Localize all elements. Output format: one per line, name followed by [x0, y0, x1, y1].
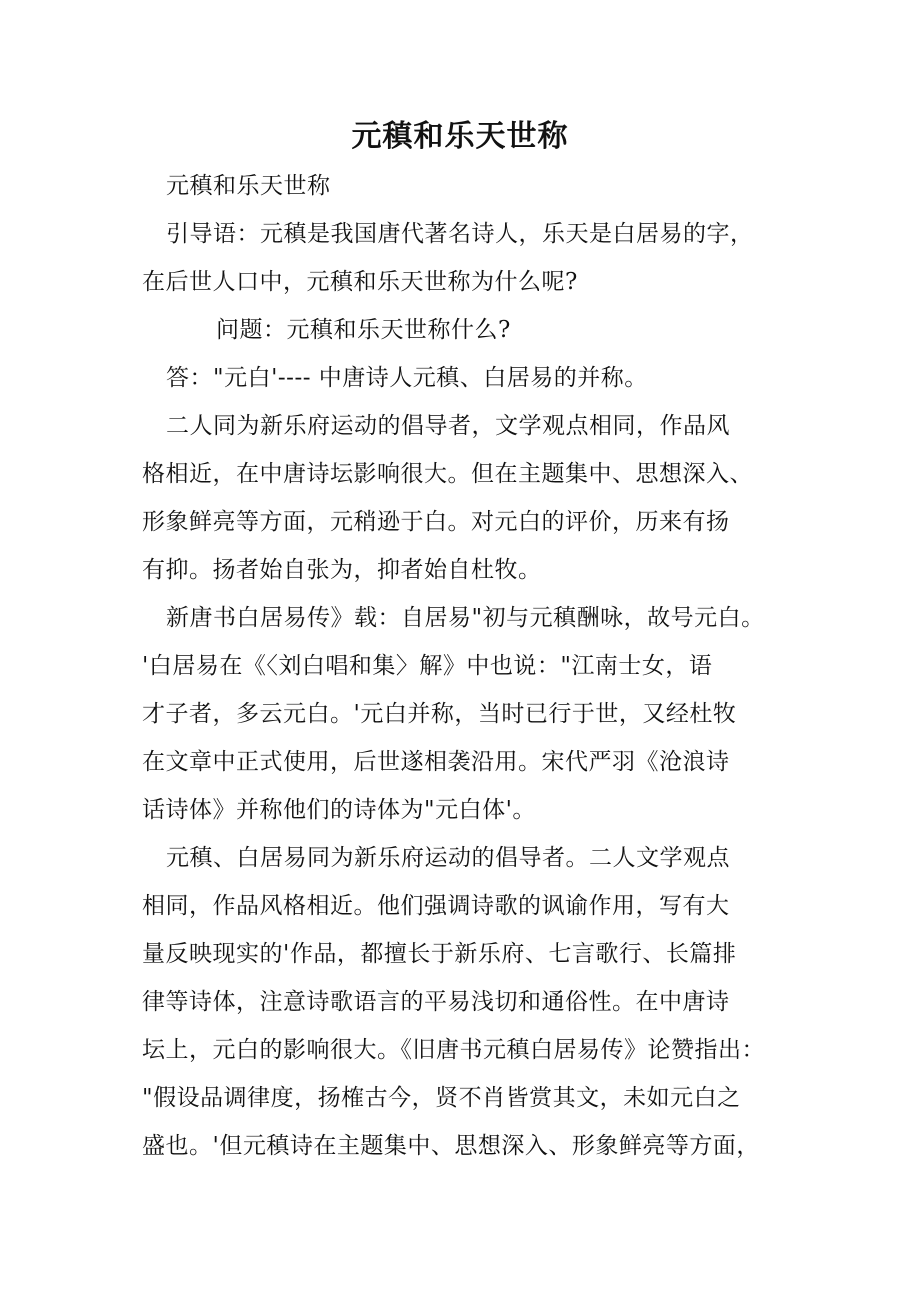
intro-line-1: 引导语：元稹是我国唐代著名诗人，乐天是白居易的字，: [166, 221, 754, 247]
paragraph-3-line-1: 元稹、白居易同为新乐府运动的倡导者。二人文学观点: [166, 845, 730, 871]
paragraph-2-line-1: 新唐书白居易传》载：自居易"初与元稹酬咏，故号元白。: [166, 605, 765, 631]
paragraph-1-line-1: 二人同为新乐府运动的倡导者，文学观点相同，作品风: [166, 413, 730, 439]
answer-line: 答："元白'---- 中唐诗人元稹、白居易的并称。: [166, 365, 648, 391]
paragraph-3-line-7: 盛也。'但元稹诗在主题集中、思想深入、形象鲜亮等方面，: [142, 1133, 760, 1159]
paragraph-2-line-4: 在文章中正式使用，后世遂相袭沿用。宋代严羽《沧浪诗: [142, 749, 730, 775]
intro-line-2: 在后世人口中，元稹和乐天世称为什么呢?: [142, 269, 578, 295]
paragraph-1-line-2: 格相近，在中唐诗坛影响很大。但在主题集中、思想深入、: [142, 461, 753, 487]
paragraph-3-line-3: 量反映现实的'作品，都擅长于新乐府、七言歌行、长篇排: [142, 941, 737, 967]
document-body: [142, 162, 792, 1170]
question-line: 问题：元稹和乐天世称什么?: [216, 317, 511, 343]
paragraph-3-line-6: "假设品调律度，扬榷古今，贤不肖皆赏其文，未如元白之: [142, 1085, 741, 1111]
paragraph-3-line-5: 坛上，元白的影响很大。《旧唐书元稹白居易传》论赞指出：: [142, 1037, 765, 1063]
paragraph-3-line-2: 相同，作品风格相近。他们强调诗歌的讽谕作用，写有大: [142, 893, 730, 919]
document-title: 元稹和乐天世称: [351, 119, 569, 154]
paragraph-1-line-4: 有抑。扬者始自张为，抑者始自杜牧。: [142, 557, 542, 583]
paragraph-2-line-2: '白居易在《〈刘白唱和集〉解》中也说："江南士女，语: [142, 653, 713, 679]
paragraph-3-line-4: 律等诗体，注意诗歌语言的平易浅切和通俗性。在中唐诗: [142, 989, 730, 1015]
paragraph-2-line-5: 话诗体》并称他们的诗体为"元白体'。: [142, 797, 536, 823]
subtitle-line: 元稹和乐天世称: [166, 173, 331, 199]
paragraph-1-line-3: 形象鲜亮等方面，元稍逊于白。对元白的评价，历来有扬: [142, 509, 730, 535]
paragraph-2-line-3: 才子者，多云元白。'元白并称，当时已行于世，又经杜牧: [142, 701, 737, 727]
